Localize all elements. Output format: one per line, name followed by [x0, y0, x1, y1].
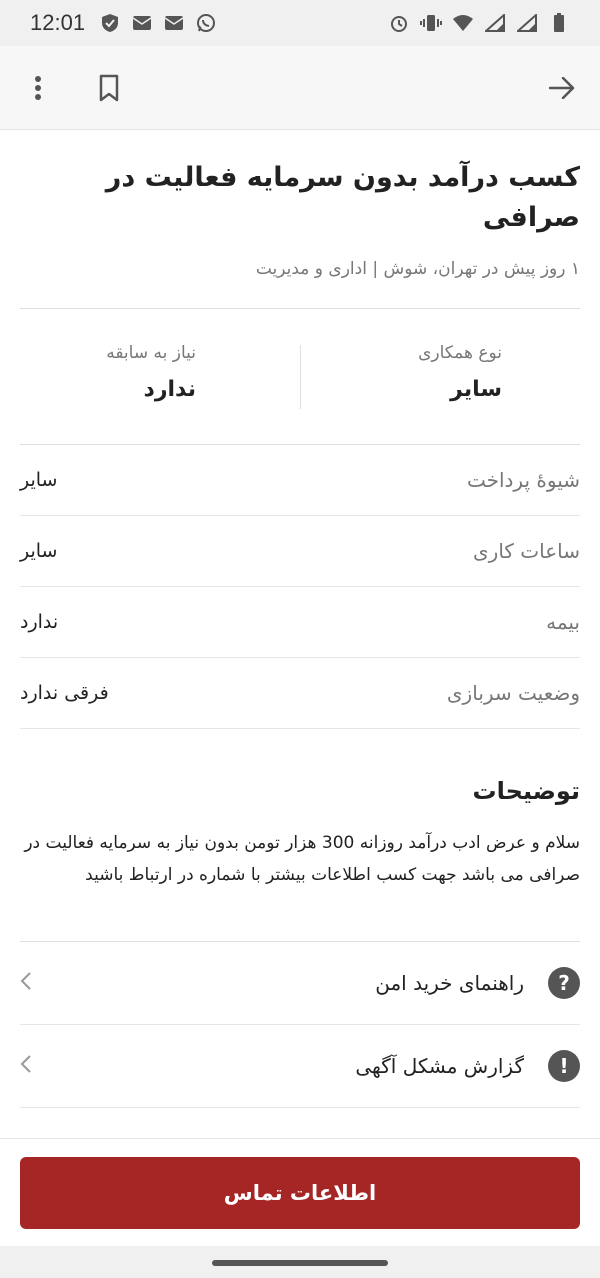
status-time: 12:01 — [30, 10, 86, 35]
bottom-action-bar — [0, 1138, 600, 1246]
detail-row-insurance — [20, 587, 580, 658]
link-label: راهنمای خرید امن — [375, 971, 524, 995]
back-arrow-icon[interactable] — [538, 64, 586, 112]
safe-buy-guide-link[interactable] — [20, 942, 580, 1025]
report-icon: ! — [548, 1050, 580, 1082]
spec-experience-required — [20, 309, 300, 444]
detail-value: ندارد — [20, 611, 59, 633]
ad-meta: ۱ روز پیش در تهران، شوش | اداری و مدیریت — [255, 259, 580, 279]
spec-label: نوع همکاری — [418, 343, 502, 363]
detail-value: سایر — [20, 540, 58, 562]
home-handle[interactable] — [212, 1260, 388, 1266]
wifi-icon — [452, 12, 474, 34]
signal-icon — [484, 12, 506, 34]
detail-label: بیمه — [546, 610, 580, 634]
spec-cooperation-type — [300, 309, 580, 444]
notification-icons — [99, 12, 217, 34]
help-icon: ? — [548, 967, 580, 999]
spec-value: ندارد — [143, 377, 196, 402]
detail-value: سایر — [20, 469, 58, 491]
detail-label: وضعیت سربازی — [446, 681, 580, 705]
signal-icon — [516, 12, 538, 34]
battery-icon — [548, 12, 570, 34]
more-vert-icon[interactable] — [14, 64, 62, 112]
detail-value: فرقی ندارد — [20, 682, 109, 704]
detail-label: ساعات کاری — [473, 539, 580, 563]
system-nav-bar — [0, 1246, 600, 1278]
shield-icon — [99, 12, 121, 34]
bookmark-icon[interactable] — [85, 64, 133, 112]
system-icons — [388, 12, 570, 34]
mail-icon — [163, 12, 185, 34]
detail-row-payment — [20, 445, 580, 516]
ad-title: کسب درآمد بدون سرمایه فعالیت در صرافی — [105, 162, 580, 233]
ad-content — [20, 130, 580, 1108]
top-toolbar — [0, 46, 600, 130]
spec-value: سایر — [450, 377, 502, 402]
mail-icon — [131, 12, 153, 34]
description-title: توضیحات — [472, 777, 580, 805]
spec-divider — [300, 345, 301, 409]
detail-row-hours — [20, 516, 580, 587]
chevron-left-icon — [20, 1052, 32, 1080]
detail-label: شیوهٔ پرداخت — [466, 468, 580, 492]
status-bar — [0, 0, 600, 46]
report-ad-link[interactable] — [20, 1025, 580, 1108]
link-label: گزارش مشکل آگهی — [355, 1054, 524, 1078]
contact-info-button[interactable]: اطلاعات تماس — [20, 1157, 580, 1229]
spec-label: نیاز به سابقه — [106, 343, 196, 363]
detail-row-military — [20, 658, 580, 729]
spec-summary — [20, 309, 580, 445]
alarm-icon — [388, 12, 410, 34]
chevron-left-icon — [20, 969, 32, 997]
vibrate-icon — [420, 12, 442, 34]
description-text: سلام و عرض ادب درآمد روزانه 300 هزار تومن بدون نیاز به سرمایه فعالیت در صرافی می باشد جهت کسب اطلاعات بیشتر با شماره در ارتباط باشید — [24, 833, 580, 885]
whatsapp-icon — [195, 12, 217, 34]
